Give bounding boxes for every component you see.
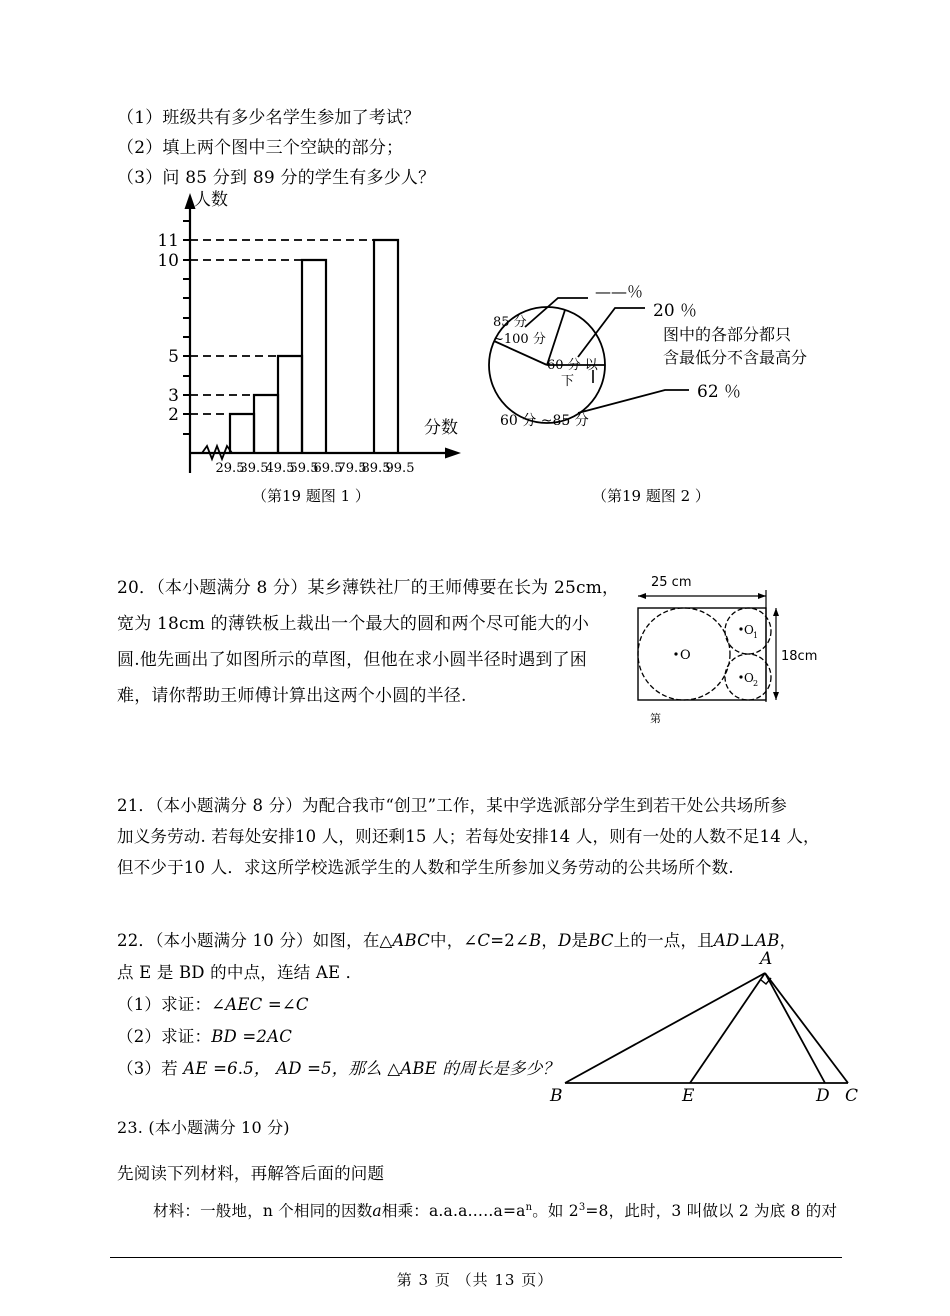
bar-ytick-11: 11 [157, 231, 179, 251]
bar-xtick-2: 39.5 [239, 461, 269, 476]
page-footer: 第 3 页 （共 13 页） [396, 1271, 554, 1289]
q22-sub3-math: AE =6.5， AD =5，那么 △ABE 的周长是多少？ [183, 1059, 560, 1078]
pie-note-line-1: 图中的各部分都只 [663, 325, 792, 344]
bar-xtick-8: 99.5 [385, 461, 415, 476]
q22-line-2: 点 E 是 BD 的中点，连结 AE ． [117, 963, 363, 982]
q22-line1-l: AD [713, 931, 740, 950]
q19-subquestions [117, 103, 435, 193]
q23-line2-c: 相乘：a.a.a…..a=a [381, 1202, 526, 1221]
pie-slice-label-60-below-line1: 60 分 以 [547, 358, 598, 373]
q20-center-o-label: O [680, 648, 691, 663]
pie-slice-label-60-85: 60 分 ~85 分 [500, 413, 589, 429]
q20-width-label: 25 cm [651, 575, 692, 590]
q21-text [117, 790, 857, 883]
q19-figure-2-caption: （第19 题图 2 ） [592, 487, 710, 505]
q19-subquestion-1: （1）班级共有多少名学生参加了考试？ [117, 108, 421, 128]
q20-bottom-mark: 第 [650, 712, 661, 725]
q23-line2-e: =8，此时，3 叫做以 2 为底 8 的对 [585, 1202, 838, 1221]
q22-line1-j: BC [588, 931, 614, 950]
q23-text [117, 1113, 857, 1226]
q20-center-o2-sub: 2 [753, 679, 759, 688]
q20-center-o1-label: O [744, 623, 754, 637]
q22-line1-o: ， [779, 931, 797, 950]
q22-vertex-B: B [550, 1086, 563, 1106]
bar-xtick-1: 29.5 [215, 461, 245, 476]
q20-center-o1-sub: 1 [753, 631, 759, 640]
bar-x-axis-label: 分数 [424, 418, 458, 438]
q20-figure-sheet-metal [628, 575, 848, 728]
bar-xtick-6: 79.5 [337, 461, 367, 476]
q20-line-1: 20．（本小题满分 8 分）某乡薄铁社厂的王师傅要在长为 25cm， [117, 578, 620, 598]
q22-line1-m: ⊥ [739, 931, 756, 950]
q22-line1-g: ， [541, 931, 559, 950]
q22-line1-k: 上的一点，且 [613, 931, 714, 950]
q22-figure-triangle [530, 950, 860, 1105]
q22-sub2-math: BD =2AC [211, 1027, 293, 1046]
q20-center-o2-label: O [744, 671, 754, 685]
q23-line2-sup2: 3 [578, 1202, 586, 1213]
q22-sub3-label: （3）若 [117, 1059, 178, 1078]
bar-xtick-3: 49.5 [265, 461, 295, 476]
q23-heading: 23. (本小题满分 10 分) [117, 1118, 290, 1137]
pie-label-62-percent: 62 ％ [697, 382, 742, 402]
bar-xtick-5: 69.5 [313, 461, 343, 476]
q22-line1-i: 是 [571, 931, 589, 950]
q23-line2-d: 。如 2 [532, 1202, 579, 1221]
q20-line-2: 宽为 18cm 的薄铁板上裁出一个最大的圆和两个尽可能大的小 [117, 614, 590, 634]
footer-divider [110, 1257, 842, 1258]
q21-line-1: 21．（本小题满分 8 分）为配合我市“创卫”工作，某中学选派部分学生到若干处公共场所参 [117, 796, 787, 815]
pie-slice-label-60-below [547, 358, 598, 390]
pie-slice-label-85-100 [493, 314, 546, 348]
q22-line1-c: 中， [430, 931, 464, 950]
q20-line-4: 难，请你帮助王师傅计算出这两个小圆的半径. [117, 686, 467, 706]
bar-xtick-7: 89.5 [361, 461, 391, 476]
q23-line2-sup: n [525, 1202, 533, 1213]
q22-sub1-label: （1）求证： [117, 995, 212, 1014]
bar-xtick-4: 59.5 [289, 461, 319, 476]
pie-slice-label-60-below-line2: 下 [561, 374, 575, 389]
q19-figure-1-caption: （第19 题图 1 ） [252, 487, 370, 505]
q23-line2-b: a [372, 1202, 382, 1221]
q23-line-1: 先阅读下列材料，再解答后面的问题 [117, 1164, 385, 1183]
q21-line-3: 但不少于10 人．求这所学校选派学生的人数和学生所参加义务劳动的公共场所个数. [117, 858, 734, 877]
bar-y-axis-label: 人数 [194, 190, 228, 210]
bar-ytick-10: 10 [157, 251, 179, 271]
pie-slice-label-85-100-line1: 85 分 [493, 315, 527, 330]
q22-vertex-D: D [816, 1086, 830, 1106]
q22-line1-n: AB [755, 931, 780, 950]
bar-ytick-2: 2 [168, 405, 179, 425]
pie-label-blank-percent: ——％ [595, 282, 644, 301]
bar-ytick-3: 3 [168, 386, 179, 406]
pie-slice-label-85-100-line2: ~100 分 [493, 332, 546, 347]
pie-note-line-2: 含最低分不含最高分 [663, 348, 808, 367]
q20-text [117, 570, 620, 714]
q22-line1-a: 22．（本小题满分 10 分）如图，在 [117, 931, 380, 950]
q23-line-2 [117, 1193, 857, 1226]
q19-figure-1-bar-chart [150, 185, 490, 485]
pie-label-20-percent: 20 ％ [653, 301, 698, 321]
q21-line-2: 加义务劳动. 若每处安排10 人，则还剩15 人；若每处安排14 人，则有一处的人数不足14 人， [117, 827, 820, 846]
q22-line1-d: ∠C [463, 931, 491, 950]
q22-sub2-label: （2）求证： [117, 1027, 212, 1046]
pie-note [663, 323, 807, 369]
q20-height-label: 18cm [781, 649, 818, 664]
q19-subquestion-2: （2）填上两个图中三个空缺的部分； [117, 138, 404, 158]
bar-ytick-5: 5 [168, 347, 179, 367]
q22-line1-h: D [558, 931, 572, 950]
q22-sub1-math: ∠AEC =∠C [211, 995, 309, 1014]
q20-line-3: 圆.他先画出了如图所示的草图，但他在求小圆半径时遇到了困 [117, 650, 588, 670]
q23-line2-a: 材料：一般地，n 个相同的因数 [153, 1202, 373, 1221]
q22-line1-b: △ABC [379, 931, 430, 950]
q22-line1-f: ∠B [515, 931, 542, 950]
q22-vertex-E: E [682, 1086, 695, 1106]
q19-figure-2-pie-chart [485, 265, 855, 480]
q22-vertex-A: A [760, 949, 773, 969]
q22-vertex-C: C [845, 1086, 859, 1106]
q22-line1-e: =2 [490, 931, 515, 950]
q19-subquestion-3: （3）问 85 分到 89 分的学生有多少人？ [117, 168, 436, 188]
